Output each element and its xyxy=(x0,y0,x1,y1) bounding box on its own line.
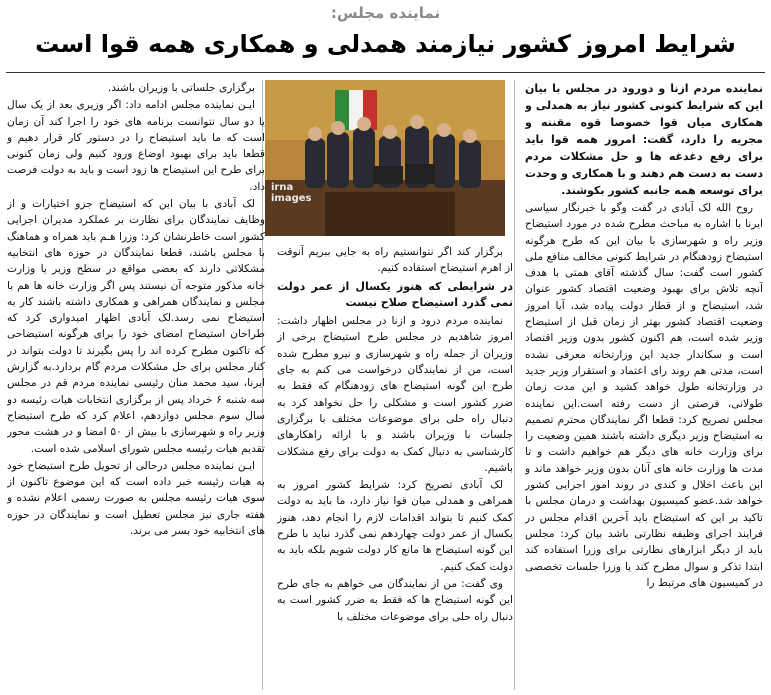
body-paragraph: روح الله لک آبادی در گفت وگو با خبرنگار سیاسی ایرنا با اشاره به مباحث مطرح شده در مورد استیضاح وزیر راه و شهرسازی با بیان این که طرح هرگونه استیضاح زودهنگام در شرایط کنونی مخالف منافع ملی کشور است گفت: سال گذشته آقای همتی با هدف آنچه تلاش برای بهبود وضعیت اقتصاد کشور عنوان شد، استیضاح و از قطار دولت پیاده شد، آیا امروز وضعیت اقتصاد کشور بهتر از زمان قبل از استیضاح وزیر شده است، هم اکنون کشور بدون وزیر اقتصاد است و سکاندار جدید این وزارتخانه معرفی نشده است، مدتی هم روند رای اعتماد و استقرار وزیر جدید در وزارتخانه طول خواهد کشید و این مدت زمان طولانی، فرصتی از دست رفته است.این نماینده مجلس تصریح کرد: قطعا اگر نمایندگان محترم تصمیم به استیضاح وزیر دیگری داشته باشند همین وضعیت را برای وزارت خانه های دیگر هم خواهیم داشت و تا مدت ها وزارت خانه های آنان بدون وزیر خواهد ماند و این باعث اخلال و کندی در روند امور اجرایی کشور خواهد شد.عضو کمیسیون بهداشت و درمان مجلس با تاکید بر این که استیضاح باید آخرین اقدام مجلس در فرایند اجرای وظیفه نظارتی باشد بیان کرد: مجلس باید از دیگر ابزارهای نظارتی برای وزرا استفاده کند ابتدا تذکر و سوال مطرح کند یا وزرا جلسات تخصصی در کمیسیون های مرتبط را xyxy=(525,202,763,589)
body-paragraph: وی گفت: من از نمایندگان می خواهم به جای طرح این گونه استیضاح ها که فقط به ضرر کشور است به دنبال راه حلی برای موضوعات مختلف با xyxy=(277,577,513,623)
body-paragraph: ایـن نماینده مجلس ادامه داد: اگر وزیری بعد از یک سال یا دو سال نتوانست برنامه های خود را اجرا کند آن زمان است که ما باید استیضاح را در دستور کار قرار دهیم و قطعا باید برای بهبود اوضاع ورود کنیم ولی زمان کنونی برای طرح این استیضاح ها زود است و باید به دولت فرصت داد. xyxy=(7,99,265,193)
column-1 xyxy=(525,80,763,692)
top-rule xyxy=(6,72,765,73)
column-3 xyxy=(7,80,265,692)
body-paragraph: برگزاری جلساتی با وزیران باشند. xyxy=(107,82,255,94)
subheading: در شرایطی که هنوز یکسال از عمر دولت نمی گذرد استیضاح صلاح نیست xyxy=(277,279,513,309)
kicker: نماینده مجلس: xyxy=(330,4,441,22)
body-paragraph: برگزار کند اگر نتوانستیم راه به جایی ببریم آنوقت از اهرم استیضاح استفاده کنیم. xyxy=(277,246,513,275)
parliament-photo-illustration xyxy=(265,80,505,236)
body-paragraph: نماینده مردم درود و ازنا در مجلس اظهار داشت: امروز شاهدیم در مجلس طرح استیضاح برخی از وزیران از جمله راه و شهرسازی و نیرو مطرح شده است، من از نمایندگان درخواست می کنم به جای طرح این گونه استیضاح های زودهنگام که فقط به ضرر کشور است و مشکلی را حل نخواهد کرد به دنبال راه حلی برای موضوعات مختلف با برگزاری جلسات با وزیران باشند و با ارائه راهکارهای کارشناسی به دنبال کمک به دولت برای رفع مشکلات باشیم. xyxy=(277,315,513,474)
body-paragraph: لک آبادی تصریح کرد: شرایط کشور امروز به همراهی و همدلی میان قوا نیاز دارد، ما باید به دولت کمک کنیم تا بتواند اقدامات لازم را انجام دهد، هنوز یکسال از عمر دولت چهاردهم نمی گذرد نباید با طرح این گونه استیضاح ها مانع کار دولت شویم بلکه باید به دولت کمک کنیم. xyxy=(277,479,513,573)
body-paragraph: ایـن نماینده مجلس درحالی از تحویل طرح استیضاح خود به هیات رئیسه خبر داده است که این موضوع تاکنون از سوی هیات رئیسه مجلس به صورت رسمی اعلام نشده و هفته جاری نیز مجلس تعطیل است و نمایندگان در حوزه های انتخابیه خود بسر می برند. xyxy=(7,459,265,538)
column-2 xyxy=(277,244,513,692)
lead-paragraph: نماینده مردم ازنا و دورود در مجلس با بیان این که شرایط کنونی کشور نیاز به همدلی و همکاری میان قوا خصوصا قوه مقننه و مجریه را دارد، گفت: امروز همه قوا باید برای رفع دغدغه ها و حل مشکلات مردم دست به دست هم دهند و با همکاری و وحدت برای توسعه همه جانبه کشور بکوشند. xyxy=(525,82,763,197)
body-paragraph: لک آبادی با بیان این که استیضاح جزو اختیارات و از وظایف نمایندگان برای نظارت بر عملکرد مدیران اجرایی کشور است خاطرنشان کرد: وزرا هـم باید همراه و هماهنگ با مجلس باشند، قطعا نمایندگان در حوزه های انتخابیه مشکلاتی دارند که بعضی مواقع در سطح وزیر یا وزارت خانه مذکور متوجه آن نیستند پس اگر وزارت خانه ها هم با مجلس و نمایندگان همراهی و همکاری داشته باشند کار به استیضاح نمی رسد.لک آبادی اظهار امیدواری کرد که طراحان استیضاح امضای خود را برای هرگونه استیضاحی که تاکنون مطرح کرده اند را پس بگیرند تا دولت بتواند در کنار مجلس برای حل مشکلات مردم گام بردارد.به گزارش ایرنا، سید محمد منان رئیسی نماینده مردم قم در مجلس سه شنبه ۶ خرداد پس از برگزاری انتخابات هیات رئیسه دو سال سوم مجلس دوازدهم، اعلام کرد که طرح استیضاح وزیر راه و شهرسازی با بیش از ۵۰ امضا و در هشت محور تقدیم هیات رئیسه مجلس شورای اسلامی شده است. xyxy=(7,198,265,455)
column-divider xyxy=(514,80,515,690)
news-photo xyxy=(265,80,505,236)
photo-watermark: irna images xyxy=(271,182,312,204)
headline: شرایط امروز کشور نیازمند همدلی و همکاری همه قوا است xyxy=(35,30,736,58)
